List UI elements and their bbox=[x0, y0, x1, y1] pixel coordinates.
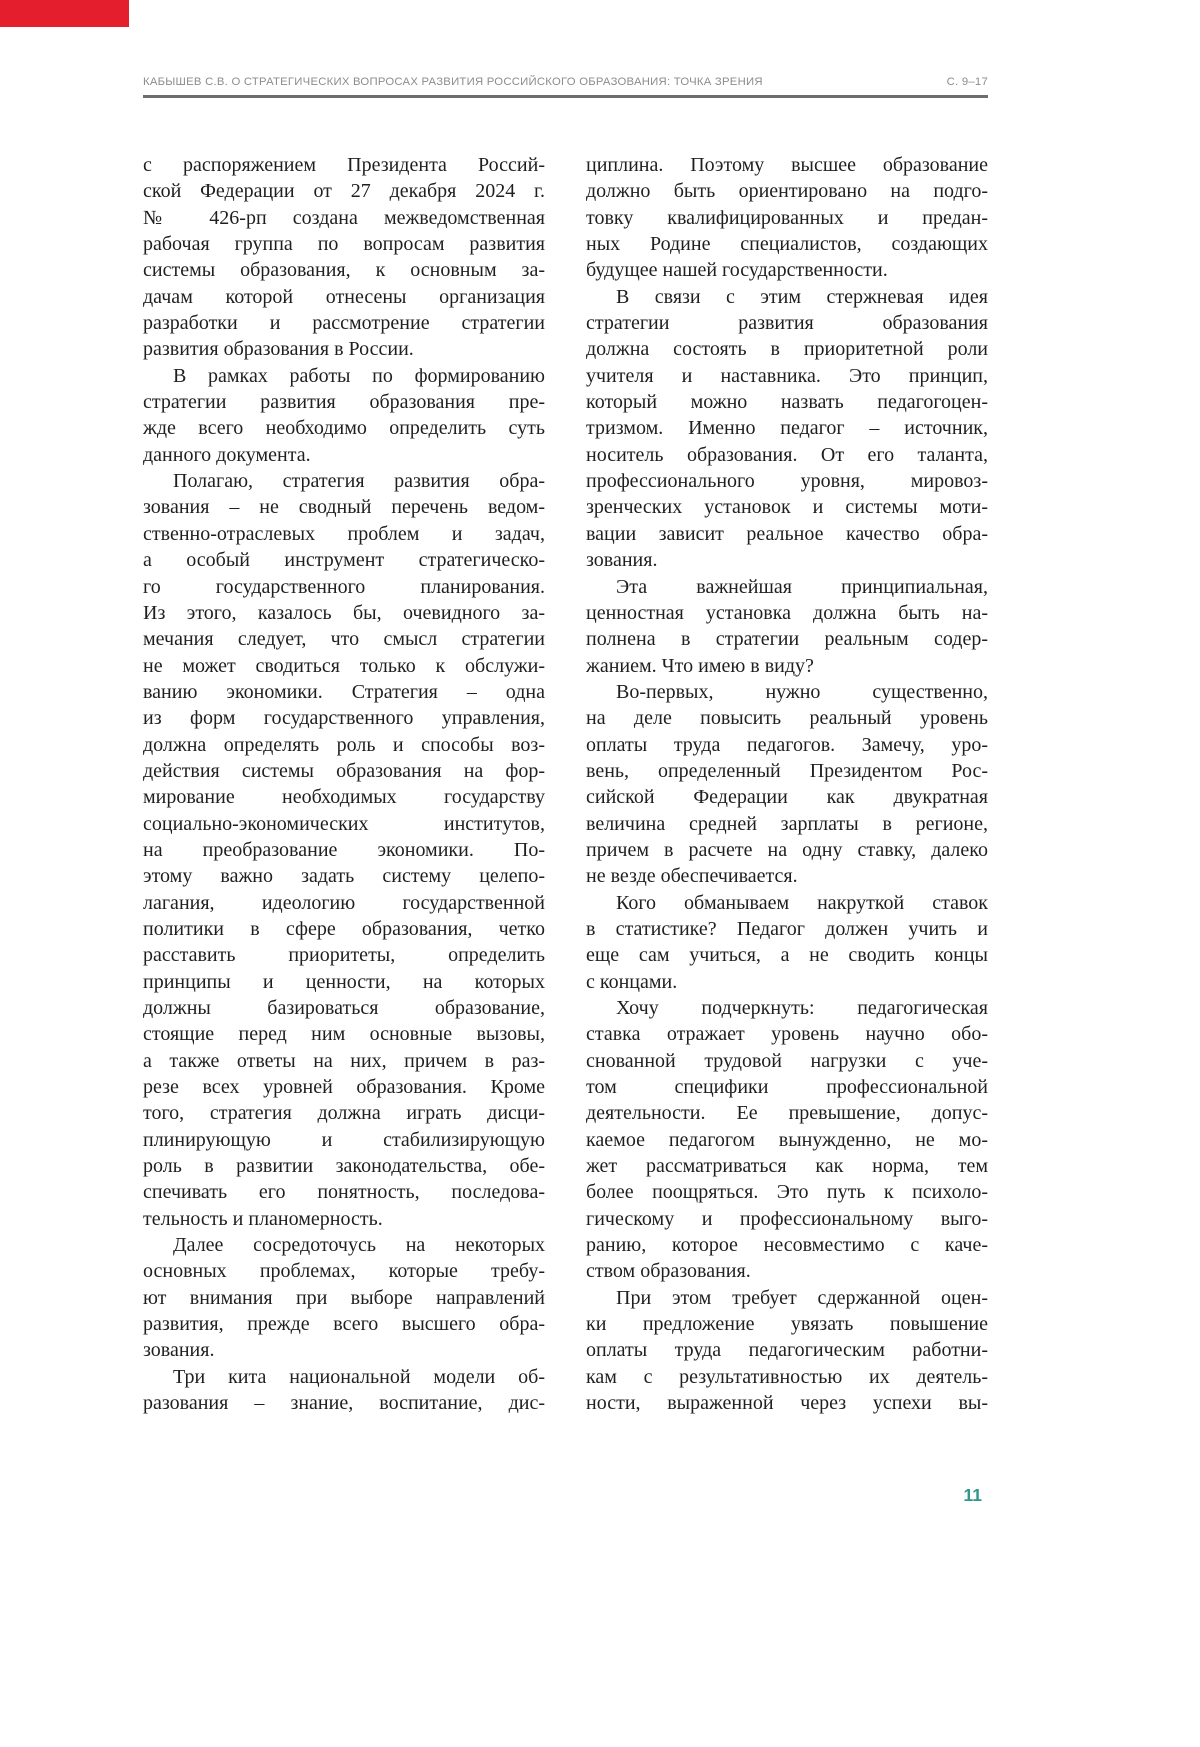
text-line: должно быть ориентировано на подго- bbox=[586, 180, 988, 203]
text-line: том специфики профессиональной bbox=[586, 1076, 988, 1099]
text-line: Хочу подчеркнуть: педагогическая bbox=[616, 997, 988, 1019]
text-line: с концами. bbox=[586, 970, 678, 993]
text-line: мечания следует, что смысл стратегии bbox=[143, 628, 545, 651]
text-line: основных проблемах, которые требу- bbox=[143, 1260, 545, 1283]
text-line: го государственного планирования. bbox=[143, 575, 545, 598]
text-line: спечивать его понятность, последова- bbox=[143, 1181, 545, 1204]
text-line: гическому и профессиональному выго- bbox=[586, 1207, 988, 1230]
header-title: КАБЫШЕВ С.В. О СТРАТЕГИЧЕСКИХ ВОПРОСАХ РАЗВИТИЯ РОССИЙСКОГО ОБРАЗОВАНИЯ: ТОЧКА ЗРЕНИЯ bbox=[143, 76, 763, 88]
text-line: зренческих установок и системы моти- bbox=[586, 496, 988, 519]
text-line: вации зависит реальное качество обра- bbox=[586, 522, 988, 545]
text-line: величина средней зарплаты в регионе, bbox=[586, 812, 988, 835]
text-line: ности, выраженной через успехи вы- bbox=[586, 1392, 988, 1415]
text-line: который можно назвать педагогоцен- bbox=[586, 391, 988, 414]
text-line: сийской Федерации как двукратная bbox=[586, 786, 988, 809]
text-line: ки предложение увязать повышение bbox=[586, 1313, 988, 1336]
text-line: снованной трудовой нагрузки с уче- bbox=[586, 1049, 988, 1072]
text-line: тризмом. Именно педагог – источник, bbox=[586, 417, 988, 440]
text-line: тельность и планомерность. bbox=[143, 1207, 383, 1230]
text-line: учителя и наставника. Это принцип, bbox=[586, 364, 988, 387]
text-line: еще сам учиться, а не сводить концы bbox=[586, 944, 988, 967]
text-line: не может сводиться только к обслужи- bbox=[143, 654, 545, 677]
text-line: в статистике? Педагог должен учить и bbox=[586, 917, 988, 940]
text-line: с распоряжением Президента Россий- bbox=[143, 154, 545, 176]
text-line: ранию, которое несовместимо с каче- bbox=[586, 1234, 988, 1257]
text-line: ской Федерации от 27 декабря 2024 г. bbox=[143, 180, 545, 203]
text-line: стоящие перед ним основные вызовы, bbox=[143, 1023, 545, 1046]
text-line: расставить приоритеты, определить bbox=[143, 944, 545, 967]
text-line: на деле повысить реальный уровень bbox=[586, 707, 988, 730]
text-line: зования. bbox=[586, 549, 658, 572]
text-line: действия системы образования на фор- bbox=[143, 759, 545, 782]
text-line: должна определять роль и способы воз- bbox=[143, 733, 545, 756]
text-line: того, стратегия должна играть дисци- bbox=[143, 1102, 545, 1125]
text-line: более поощряться. Это путь к психоло- bbox=[586, 1181, 988, 1204]
text-line: не везде обеспечивается. bbox=[586, 865, 798, 888]
text-line: стратегии развития образования пре- bbox=[143, 391, 545, 414]
text-line: Эта важнейшая принципиальная, bbox=[616, 575, 988, 598]
red-corner-tab bbox=[0, 0, 129, 27]
text-line: вень, определенный Президентом Рос- bbox=[586, 759, 988, 782]
text-line: на преобразование экономики. По- bbox=[143, 838, 545, 861]
text-line: развития, прежде всего высшего обра- bbox=[143, 1313, 545, 1336]
text-line: ных Родине специалистов, создающих bbox=[586, 233, 988, 256]
text-line: Далее сосредоточусь на некоторых bbox=[173, 1234, 545, 1257]
text-line: Полагаю, стратегия развития обра- bbox=[173, 470, 545, 493]
text-line: зования. bbox=[143, 1339, 215, 1362]
text-line: ственно-отраслевых проблем и задач, bbox=[143, 522, 545, 545]
text-line: ют внимания при выборе направлений bbox=[143, 1286, 545, 1309]
text-line: каемое педагогом вынужденно, не мо- bbox=[586, 1128, 988, 1151]
text-line: В рамках работы по формированию bbox=[173, 364, 545, 387]
text-line: жде всего необходимо определить суть bbox=[143, 417, 545, 440]
text-line: развития образования в России. bbox=[143, 338, 414, 361]
text-line: системы образования, к основным за- bbox=[143, 259, 545, 282]
text-line: полнена в стратегии реальным содер- bbox=[586, 628, 988, 651]
text-line: мирование необходимых государству bbox=[143, 786, 545, 809]
text-line: разования – знание, воспитание, дис- bbox=[143, 1392, 545, 1415]
text-line: роль в развитии законодательства, обе- bbox=[143, 1155, 545, 1178]
text-line: Во-первых, нужно существенно, bbox=[616, 680, 988, 703]
text-line: должна состоять в приоритетной роли bbox=[586, 338, 988, 361]
text-line: Кого обманываем накруткой ставок bbox=[616, 891, 988, 914]
text-line: жет рассматриваться как норма, тем bbox=[586, 1155, 988, 1178]
text-line: а особый инструмент стратегическо- bbox=[143, 549, 545, 572]
header-rule bbox=[143, 95, 988, 98]
text-line: этому важно задать систему целепо- bbox=[143, 865, 545, 888]
text-line: товку квалифицированных и предан- bbox=[586, 206, 988, 229]
text-line: жанием. Что имею в виду? bbox=[586, 654, 814, 677]
text-line: резе всех уровней образования. Кроме bbox=[143, 1076, 545, 1099]
text-line: оплаты труда педагогов. Замечу, уро- bbox=[586, 733, 988, 756]
text-line: из форм государственного управления, bbox=[143, 707, 545, 730]
page-number: 11 bbox=[963, 1485, 982, 1505]
text-line: ставка отражает уровень научно обо- bbox=[586, 1023, 988, 1046]
text-line: должны базироваться образование, bbox=[143, 997, 545, 1019]
running-header bbox=[143, 76, 988, 88]
text-line: При этом требует сдержанной оцен- bbox=[616, 1286, 988, 1309]
text-column-right bbox=[586, 152, 988, 1417]
text-line: Три кита национальной модели об- bbox=[173, 1365, 545, 1388]
text-column-left bbox=[143, 152, 545, 1417]
text-line: будущее нашей государственности. bbox=[586, 259, 888, 282]
text-line: профессионального уровня, мировоз- bbox=[586, 470, 988, 493]
text-line: а также ответы на них, причем в раз- bbox=[143, 1049, 545, 1072]
text-line: № 426-рп создана межведомственная bbox=[143, 206, 545, 229]
text-line: данного документа. bbox=[143, 443, 311, 466]
text-line: деятельности. Ее превышение, допус- bbox=[586, 1102, 988, 1125]
text-line: ванию экономики. Стратегия – одна bbox=[143, 680, 545, 703]
text-line: рабочая группа по вопросам развития bbox=[143, 233, 545, 256]
text-line: оплаты труда педагогическим работни- bbox=[586, 1339, 988, 1362]
article-body bbox=[143, 152, 988, 1417]
text-line: политики в сфере образования, четко bbox=[143, 917, 545, 940]
text-line: В связи с этим стержневая идея bbox=[616, 285, 988, 308]
text-line: разработки и рассмотрение стратегии bbox=[143, 312, 545, 335]
text-line: ством образования. bbox=[586, 1260, 751, 1283]
text-line: причем в расчете на одну ставку, далеко bbox=[586, 838, 988, 861]
text-line: стратегии развития образования bbox=[586, 312, 988, 335]
text-line: лагания, идеологию государственной bbox=[143, 891, 545, 914]
text-line: носитель образования. От его таланта, bbox=[586, 443, 988, 466]
text-line: принципы и ценности, на которых bbox=[143, 970, 545, 993]
header-page-range: С. 9–17 bbox=[946, 76, 988, 88]
text-line: кам с результативностью их деятель- bbox=[586, 1365, 988, 1388]
text-line: дачам которой отнесены организация bbox=[143, 285, 545, 308]
text-line: социально-экономических институтов, bbox=[143, 812, 545, 835]
text-line: зования – не сводный перечень ведом- bbox=[143, 496, 545, 519]
text-line: плинирующую и стабилизирующую bbox=[143, 1128, 545, 1151]
text-line: ценностная установка должна быть на- bbox=[586, 601, 988, 624]
text-line: Из этого, казалось бы, очевидного за- bbox=[143, 601, 545, 624]
text-line: циплина. Поэтому высшее образование bbox=[586, 154, 988, 176]
